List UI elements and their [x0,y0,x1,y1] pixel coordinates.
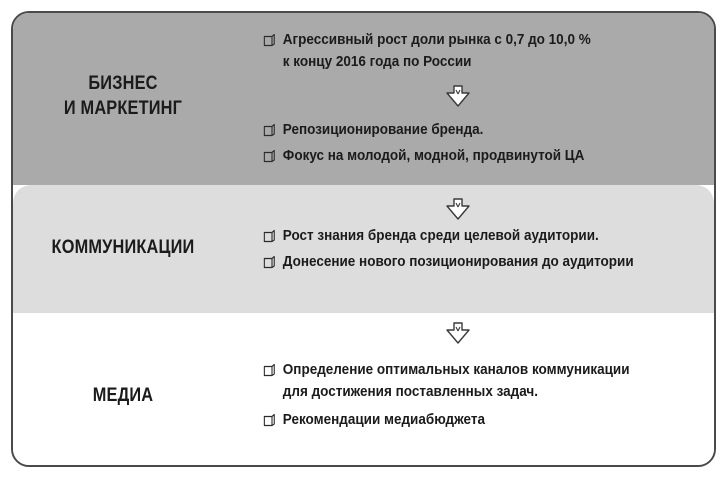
list-item-line1: Репозиционирование бренда. [282,121,484,138]
diagram-frame [11,11,716,467]
section-business [13,13,714,185]
list-item-line1: Агрессивный рост доли рынка с 0,7 до 10,0 % [282,31,591,48]
arrow-down-icon [445,85,471,107]
section-title-communications [28,235,217,260]
section-title-line1: БИЗНЕС [88,73,158,94]
checkbox-icon [263,255,276,269]
list-item [263,29,591,73]
list-item [263,119,483,141]
list-item-line1: Рекомендации медиабюджета [282,411,485,428]
list-item [263,145,584,167]
list-item-line1: Донесение нового позиционирования до аудитории [282,253,634,270]
list-item-line2: к концу 2016 года по России [282,53,472,70]
section-title-line1: МЕДИА [92,385,154,406]
checkbox-icon [263,363,276,377]
list-item [263,251,634,273]
list-item [263,225,599,247]
list-item-line1: Определение оптимальных каналов коммуникации [282,361,630,378]
checkbox-icon [263,413,276,427]
list-item-line2: для достижения поставленных задач. [282,383,538,400]
section-title-line1: КОММУНИКАЦИИ [51,237,195,258]
list-item [263,359,630,403]
section-media [13,313,714,465]
arrow-down-icon [445,198,471,220]
checkbox-icon [263,149,276,163]
list-item [263,409,485,431]
checkbox-icon [263,123,276,137]
arrow-down-icon [445,322,471,344]
section-title-media [28,383,217,408]
section-title-business [28,71,217,121]
checkbox-icon [263,229,276,243]
list-item-line1: Рост знания бренда среди целевой аудитории. [282,227,599,244]
list-item-line1: Фокус на молодой, модной, продвинутой ЦА [282,147,585,164]
section-title-line2: И МАРКЕТИНГ [63,98,183,119]
section-communications [13,185,714,313]
checkbox-icon [263,33,276,47]
